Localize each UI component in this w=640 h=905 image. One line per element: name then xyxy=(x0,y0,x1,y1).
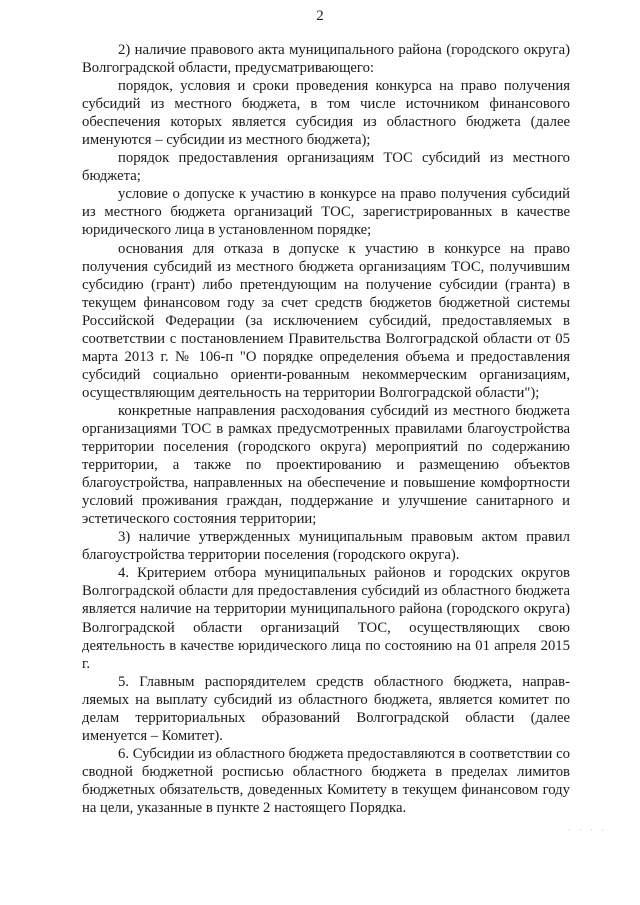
paragraph-admission-condition: условие о допуске к участию в конкурсе на право получения субсидий из местного бюджета организаций ТОС, зарегистрированных в качестве юридического лица в установленном порядке; xyxy=(82,186,570,239)
paragraph-selection-criterion: 4. Критерием отбора муниципальных районов и городских округов Волгоградской области для предоставления субсидий из областного бюджета является наличие на территории муниципального района (городского округа) Волгоградской области организаций ТОС, осуществляющих свою деятельность в качестве юридического лица по состоянию на 01 апреля 2015 г. xyxy=(82,565,570,672)
paragraph-chief-administrator: 5. Главным распорядителем средств областного бюджета, направ-ляемых на выплату субсидий из областного бюджета, является комитет по делам территориальных образований Волгоградской области (далее именуется – Комитет). xyxy=(82,673,570,744)
page-number: 2 xyxy=(316,8,324,24)
paragraph-legal-act-requirement: 2) наличие правового акта муниципального района (городского округа) Волгоградской области, предусматривающего: xyxy=(82,42,570,77)
scan-artifact: · · · · xyxy=(568,826,607,835)
paragraph-refusal-grounds: основания для отказа в допуске к участию в конкурсе на право получения субсидий из местного бюджета организациям ТОС, получившим субсидию (грант) либо претендующим на получение субсидии (гранта) в текущем финансовом году за счет средств бюджетов бюджетной системы Российской Федерации (за исключением субсидий, предоставляемых в соответствии с постановлением Правительства Волгоградской области от 05 марта 2013 г. № 106-п "О порядке определения объема и предоставления субсидий социально ориенти-рованным некоммерческим организациям, осуществляющим деятельность на территории Волгоградской области"); xyxy=(82,240,570,401)
paragraph-contest-procedure: порядок, условия и сроки проведения конкурса на право получения субсидий из местного бюджета, в том числе источником финансового обеспечения которых является субсидия из областного бюджета (далее именуются – субсидии из местного бюджета); xyxy=(82,78,570,149)
document-body xyxy=(82,41,570,817)
paragraph-spending-directions: конкретные направления расходования субсидий из местного бюджета организациями ТОС в рамках предусмотренных правилами благоустройства территории поселения (городского округа) мероприятий по содержанию территории, а также по проектированию и размещению объектов благоустройства, направленных на обеспечение и повышение комфортности условий проживания граждан, поддержание и улучшение санитарного и эстетического состояния территории; xyxy=(82,402,570,528)
paragraph-subsidy-procedure: порядок предоставления организациям ТОС субсидий из местного бюджета; xyxy=(82,150,570,185)
paragraph-improvement-rules: 3) наличие утвержденных муниципальным правовым актом правил благоустройства территории поселения (городского округа). xyxy=(82,529,570,564)
paragraph-budget-allocation: 6. Субсидии из областного бюджета предоставляются в соответствии со сводной бюджетной росписью областного бюджета в пределах лимитов бюджетных обязательств, доведенных Комитету в текущем финансовом году на цели, указанные в пункте 2 настоящего Порядка. xyxy=(82,745,570,816)
